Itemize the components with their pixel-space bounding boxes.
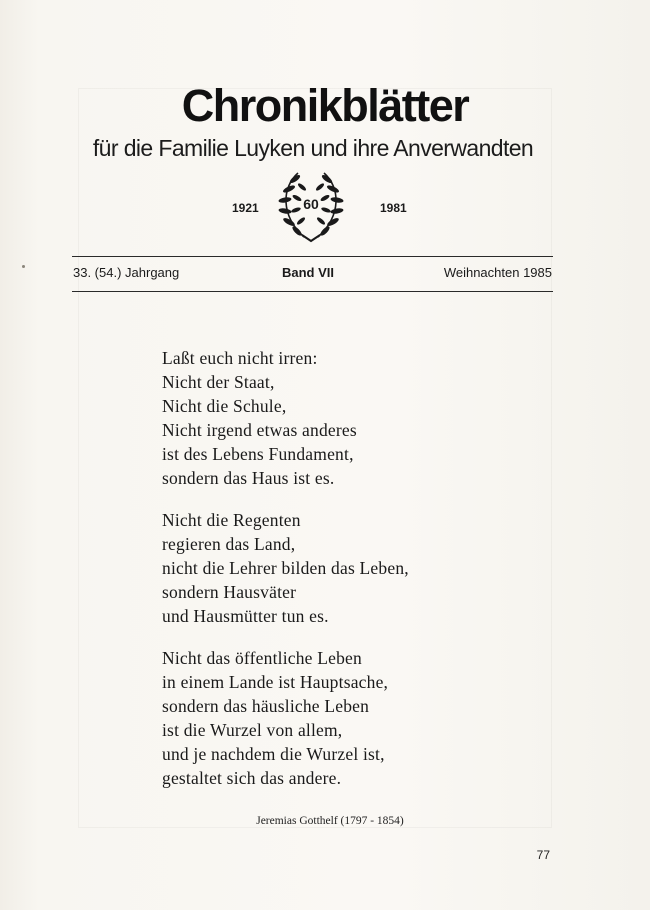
poem-line: Nicht irgend etwas anderes [162,420,357,440]
year-end: 1981 [380,201,407,215]
poem-line: Nicht das öffentliche Leben [162,648,362,668]
anniversary-number: 60 [303,196,319,212]
poem-stanza [162,646,542,790]
poem-stanza [162,346,542,490]
page-number: 77 [536,848,550,862]
year-start: 1921 [232,201,259,215]
poem-line: Nicht die Regenten [162,510,301,530]
poem-line: in einem Lande ist Hauptsache, [162,672,389,692]
poem-line: Nicht der Staat, [162,372,275,392]
poem-line: ist des Lebens Fundament, [162,444,354,464]
poem-line: Laßt euch nicht irren: [162,348,318,368]
poem-line: regieren das Land, [162,534,296,554]
poem-line: nicht die Lehrer bilden das Leben, [162,558,409,578]
band-label: Band VII [282,265,335,280]
volume-label: 33. (54.) Jahrgang [73,265,180,280]
poem-line: und je nachdem die Wurzel ist, [162,744,385,764]
poem-line: sondern das häusliche Leben [162,696,370,716]
poem-line: sondern das Haus ist es. [162,468,335,488]
poem-line: ist die Wurzel von allem, [162,720,343,740]
page-subtitle: für die Familie Luyken und ihre Anverwandten [92,135,534,161]
page-title: Chronikblätter [181,80,469,131]
poem-line: gestaltet sich das andere. [162,768,342,788]
poem-line: Nicht die Schule, [162,396,287,416]
poem [162,346,542,808]
poem-author: Jeremias Gotthelf (1797 - 1854) [256,815,404,827]
poem-line: sondern Hausväter [162,582,297,602]
edition-label: Weihnachten 1985 [443,265,552,280]
paper-speck [22,265,25,268]
poem-stanza [162,508,542,628]
issue-info-bar [72,256,553,292]
poem-line: und Hausmütter tun es. [162,606,329,626]
